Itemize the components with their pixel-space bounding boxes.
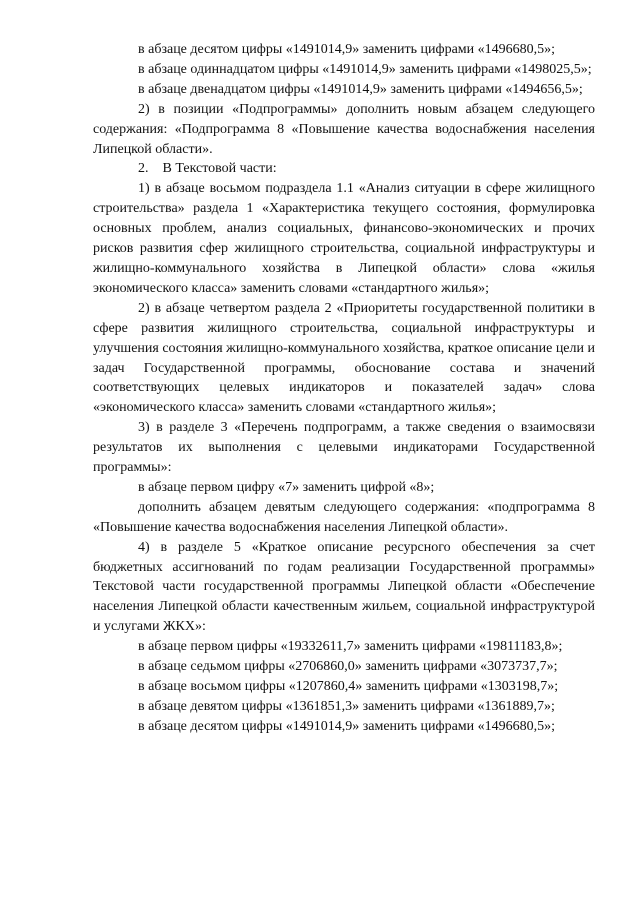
paragraph-first-digit: в абзаце первом цифру «7» заменить цифрой «8»; bbox=[138, 479, 435, 495]
paragraph-item-2-subprograms: 2) в позиции «Подпрограммы» дополнить новым абзацем следующего содержания: «Подпрограмма 8 «Повышение качества водоснабжения населения Липецкой области». bbox=[93, 101, 595, 157]
paragraph-item-4-resources: 4) в разделе 5 «Краткое описание ресурсного обеспечения за счет бюджетных ассигнований по годам реализации Государственной программы» Текстовой части государственной программы Липецкой области «Обеспечение населения Липецкой области качественным жильем, социальной инфраструктурой и услугами ЖКХ»: bbox=[93, 539, 595, 635]
paragraph-amend-9th: в абзаце девятом цифры «1361851,3» заменить цифрами «1361889,7»; bbox=[138, 698, 555, 714]
paragraph-amend-12th: в абзаце двенадцатом цифры «1491014,9» заменить цифрами «1494656,5»; bbox=[138, 81, 583, 97]
paragraph-amend-7th: в абзаце седьмом цифры «2706860,0» заменить цифрами «3073737,7»; bbox=[138, 659, 558, 675]
paragraph-item-3-subprogram-list: 3) в разделе 3 «Перечень подпрограмм, а также сведения о взаимосвязи результатов их выполнения с целевыми индикаторами Государственной программы»: bbox=[93, 420, 595, 476]
paragraph-amend-10th-repeat: в абзаце десятом цифры «1491014,9» заменить цифрами «1496680,5»; bbox=[138, 718, 556, 734]
paragraph-add-ninth: дополнить абзацем девятым следующего содержания: «подпрограмма 8 «Повышение качества водоснабжения населения Липецкой области». bbox=[93, 499, 595, 535]
paragraph-amend-8th: в абзаце восьмом цифры «1207860,4» заменить цифрами «1303198,7»; bbox=[138, 679, 559, 694]
paragraph-amend-1st: в абзаце первом цифры «19332611,7» заменить цифрами «19811183,8»; bbox=[138, 639, 563, 655]
paragraph-amend-10th: в абзаце десятом цифры «1491014,9» заменить цифрами «1496680,5»; bbox=[138, 42, 556, 57]
paragraph-section-2-text-part: 2. В Текстовой части: bbox=[138, 161, 277, 177]
paragraph-item-1-housing: 1) в абзаце восьмом подраздела 1.1 «Анализ ситуации в сфере жилищного строительства» раздела 1 «Характеристика текущего состояния, формулировка основных проблем, анализ социальных, финансово-экономических и прочих рисков развития сфер жилищного строительства, социальной инфраструктуры и жилищно-коммунального хозяйства в Липецкой области» слова «жилья экономического класса» заменить словами «стандартного жилья»; bbox=[93, 181, 595, 296]
paragraph-item-2-priorities: 2) в абзаце четвертом раздела 2 «Приоритеты государственной политики в сфере развития жилищного строительства, социальной инфраструктуры и улучшения состояния жилищно-коммунального хозяйства, краткое описание цели и задач Государственной программы, обоснование состава и значений соответствующих целевых индикаторов и показателей задач» слова «экономического класса» заменить словами «стандартного жилья»; bbox=[93, 300, 595, 416]
paragraph-amend-11th: в абзаце одиннадцатом цифры «1491014,9» заменить цифрами «1498025,5»; bbox=[138, 61, 592, 77]
